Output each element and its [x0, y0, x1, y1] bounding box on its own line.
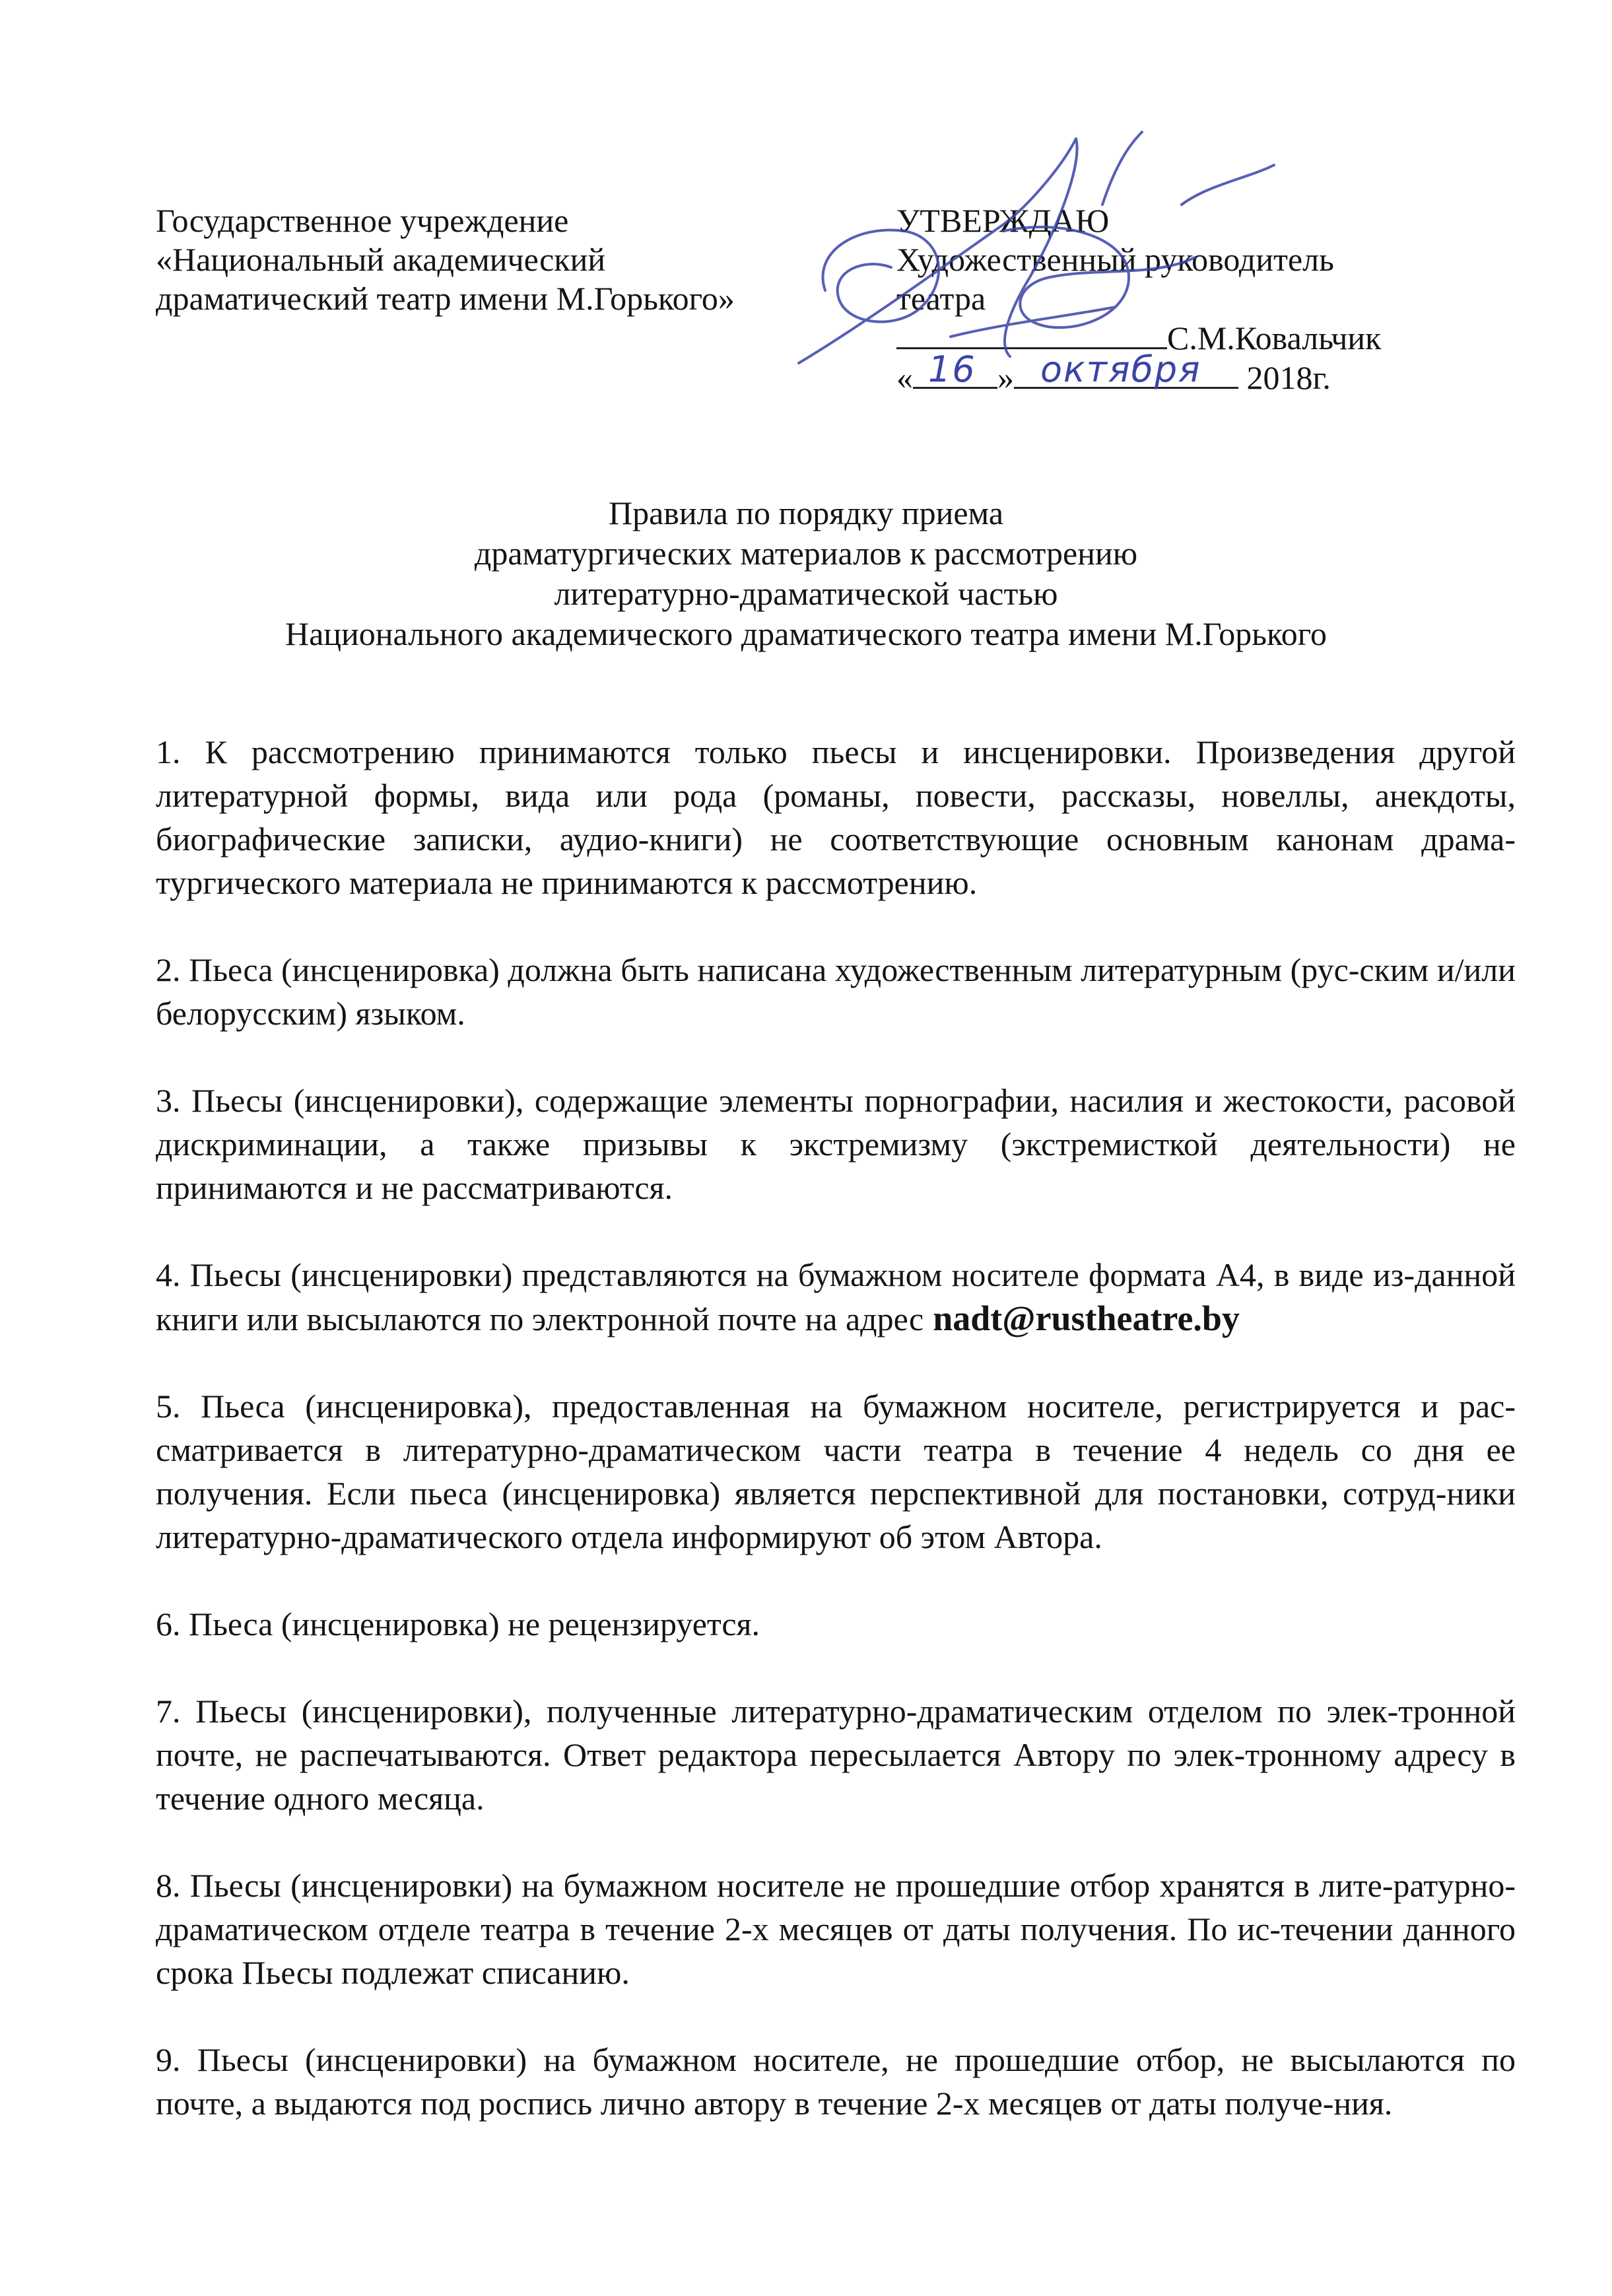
title-line-4: Национального академического драматического театра имени М.Горького	[285, 615, 1327, 652]
title-line-1: Правила по порядку приема	[608, 494, 1004, 531]
signature-blank	[896, 318, 1167, 349]
title-line-2: драматургических материалов к рассмотрению	[474, 535, 1138, 572]
org-line-2: «Национальный академический	[156, 241, 606, 278]
approval-block	[896, 201, 1381, 397]
signer-name: С.М.Ковальчик	[1167, 320, 1382, 356]
org-line-3: драматический театр имени М.Горького»	[156, 280, 735, 317]
submission-email[interactable]: nadt@rustheatre.by	[933, 1299, 1240, 1338]
handwritten-day: 16	[928, 349, 976, 390]
rule-1: 1. К рассмотрению принимаются только пьесы и инсценировки. Произведения другой литературной формы, вида или рода (романы, повести, рассказы, новеллы, анекдоты, биографические записки, аудио-книги) не соответствующие основным канонам драма-тургического материала не принимаются к рассмотрению.	[156, 733, 1516, 901]
rules-list	[156, 730, 1516, 2169]
approver-position-2: театра	[896, 280, 986, 317]
document-title	[0, 493, 1612, 654]
organization-block	[156, 201, 735, 318]
rule-5: 5. Пьеса (инсценировка), предоставленная на бумажном носителе, регистрируется и рас-сматривается в литературно-драматическом части театра в течение 4 недель со дня ее получения. Если пьеса (инсценировка) является перспективной для постановки, сотруд-ники литературно-драматического отдела информируют об этом Автора.	[156, 1388, 1516, 1555]
quote-open: «	[896, 359, 913, 396]
title-line-3: литературно-драматической частью	[554, 575, 1058, 612]
rule-8: 8. Пьесы (инсценировки) на бумажном носителе не прошедшие отбор хранятся в лите-ратурно-драматическом отделе театра в течение 2-х месяцев от даты получения. По ис-течении данного срока Пьесы подлежат списанию.	[156, 1867, 1516, 1991]
rule-4-text: 4. Пьесы (инсценировки) представляются на бумажном носителе формата А4, в виде из-данной книги или высылаются по электронной почте на адрес	[156, 1256, 1516, 1337]
rule-4	[156, 1253, 1516, 1341]
org-line-1: Государственное учреждение	[156, 202, 569, 239]
rule-9: 9. Пьесы (инсценировки) на бумажном носителе, не прошедшие отбор, не высылаются по почте, а выдаются под роспись лично автору в течение 2-х месяцев от даты получе-ния.	[156, 2041, 1516, 2122]
rule-3: 3. Пьесы (инсценировки), содержащие элементы порнографии, насилия и жестокости, расовой дискриминации, а также призывы к экстремизму (экстремисткой деятельности) не принимаются и не рассматриваются.	[156, 1082, 1516, 1206]
rule-6: 6. Пьеса (инсценировка) не рецензируется.	[156, 1605, 760, 1642]
approve-heading: УТВЕРЖДАЮ	[896, 202, 1110, 239]
handwritten-month: октября	[1040, 349, 1201, 390]
rule-7: 7. Пьесы (инсценировки), полученные литературно-драматическим отделом по элек-тронной почте, не распечатываются. Ответ редактора пересылается Автору по элек-тронному адресу в течение одного месяца.	[156, 1693, 1516, 1817]
approver-position-1: Художественный руководитель	[896, 241, 1334, 278]
quote-close: »	[997, 359, 1014, 396]
approval-year: 2018г.	[1246, 359, 1331, 396]
rule-2: 2. Пьеса (инсценировка) должна быть написана художественным литературным (рус-ским и/или белорусским) языком.	[156, 951, 1516, 1032]
approval-date	[896, 349, 1381, 397]
